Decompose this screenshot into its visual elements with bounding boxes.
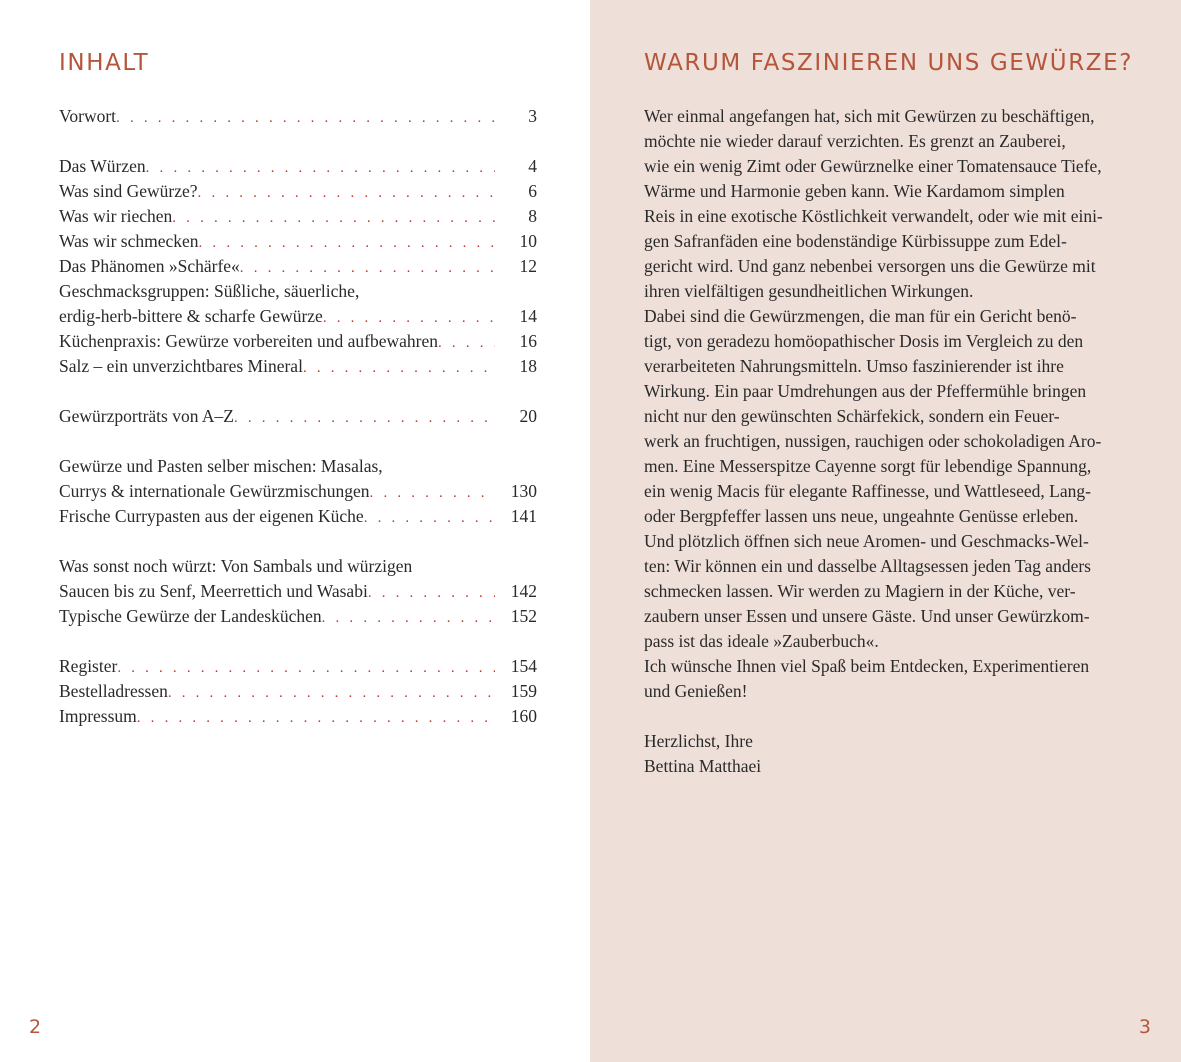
- toc-leader-dots: [172, 206, 495, 229]
- toc-line: [59, 304, 537, 329]
- toc-title: Bestelladressen: [59, 681, 168, 701]
- toc-leader-dots: [240, 256, 495, 279]
- toc-line: [59, 354, 537, 379]
- toc-title: Impressum: [59, 706, 137, 726]
- toc-entry: [59, 204, 537, 229]
- foreword-line: werk an fruchtigen, nussigen, rauchigen oder schokoladigen Aro-: [644, 431, 1102, 451]
- foreword-line: gericht wird. Und ganz nebenbei versorgen uns die Gewürze mit: [644, 256, 1096, 276]
- foreword-line: Reis in eine exotische Köstlichkeit verwandelt, oder wie mit eini-: [644, 206, 1103, 226]
- toc-leader-dots: [368, 581, 495, 604]
- toc-line: [59, 154, 537, 179]
- foreword-line: Dabei sind die Gewürzmengen, die man für ein Gericht benö-: [644, 306, 1077, 326]
- foreword-line: möchte nie wieder darauf verzichten. Es grenzt an Zauberei,: [644, 131, 1066, 151]
- toc-title-row: [59, 329, 495, 354]
- toc-leader-dots: [198, 181, 495, 204]
- toc-line: [59, 229, 537, 254]
- toc-title-row: [59, 604, 495, 629]
- toc-entry: [59, 104, 537, 129]
- foreword-paragraph: [644, 104, 1134, 304]
- foreword-paragraph: [644, 529, 1134, 654]
- toc-title-row: [59, 204, 495, 229]
- toc-title: Was wir schmecken: [59, 231, 199, 251]
- foreword-line: oder Bergpfeffer lassen uns neue, ungeahnte Genüsse erleben.: [644, 506, 1079, 526]
- toc-page-number: 4: [528, 156, 537, 176]
- toc-title: Vorwort: [59, 106, 117, 126]
- toc-entry: [59, 604, 537, 629]
- toc-entry: [59, 454, 537, 504]
- toc-leader-dots: [137, 706, 495, 729]
- toc-entry: [59, 654, 537, 679]
- toc-title: Typische Gewürze der Landesküchen: [59, 606, 322, 626]
- toc-line: [59, 179, 537, 204]
- toc-entry: [59, 504, 537, 529]
- toc-title-row: [59, 304, 495, 329]
- foreword-text: [644, 104, 1134, 779]
- toc-page-number: 14: [519, 306, 537, 326]
- toc-entry: [59, 254, 537, 279]
- toc-line: [59, 654, 537, 679]
- toc-title: Was sonst noch würzt: Von Sambals und würzigen: [59, 556, 413, 576]
- toc-title: Küchenpraxis: Gewürze vorbereiten und aufbewahren: [59, 331, 439, 351]
- foreword-line: pass ist das ideale »Zauberbuch«.: [644, 631, 879, 651]
- toc-title: Das Phänomen »Schärfe«: [59, 256, 240, 276]
- foreword-line: wie ein wenig Zimt oder Gewürznelke einer Tomatensauce Tiefe,: [644, 156, 1102, 176]
- toc-line: [59, 279, 537, 304]
- foreword-line: gen Safranfäden eine bodenständige Kürbissuppe zum Edel-: [644, 231, 1067, 251]
- toc-leader-dots: [146, 156, 495, 179]
- toc-leader-dots: [303, 356, 495, 379]
- toc-page-number: 10: [519, 231, 537, 251]
- toc-line: [59, 704, 537, 729]
- toc-entry: [59, 154, 537, 179]
- toc-entry: [59, 354, 537, 379]
- toc-title-row: [59, 354, 495, 379]
- toc-title: Salz – ein unverzichtbares Mineral: [59, 356, 303, 376]
- toc-entry: [59, 329, 537, 354]
- toc-page-number: 18: [519, 356, 537, 376]
- foreword-paragraph: [644, 654, 1134, 704]
- toc-leader-dots: [370, 481, 495, 504]
- foreword-line: Wer einmal angefangen hat, sich mit Gewürzen zu beschäftigen,: [644, 106, 1095, 126]
- toc-line: [59, 254, 537, 279]
- author-signature: Bettina Matthaei: [644, 756, 762, 776]
- toc-title: Register: [59, 656, 118, 676]
- foreword-paragraph: [644, 304, 1134, 529]
- toc-page-number: 159: [510, 681, 537, 701]
- foreword-line: Wärme und Harmonie geben kann. Wie Kardamom simplen: [644, 181, 1065, 201]
- toc-title: Frische Currypasten aus der eigenen Küche: [59, 506, 364, 526]
- foreword-line: ein wenig Macis für elegante Raffinesse, und Wattleseed, Lang-: [644, 481, 1091, 501]
- toc-line: [59, 204, 537, 229]
- toc-title: Gewürzporträts von A–Z: [59, 406, 234, 426]
- toc-page-number: 3: [528, 106, 537, 126]
- right-page: [590, 0, 1181, 1062]
- toc-line: [59, 329, 537, 354]
- toc-entry: [59, 279, 537, 329]
- toc-title-row: [59, 254, 495, 279]
- toc-title: Gewürze und Pasten selber mischen: Masalas,: [59, 456, 383, 476]
- toc-page-number: 154: [510, 656, 537, 676]
- toc-title-row: [59, 179, 495, 204]
- toc-line: [59, 479, 537, 504]
- toc-entry: [59, 679, 537, 704]
- foreword-line: ten: Wir können ein und dasselbe Alltagsessen jeden Tag anders: [644, 556, 1091, 576]
- toc-line: [59, 504, 537, 529]
- toc-title-row: [59, 404, 495, 429]
- foreword-line: Und plötzlich öffnen sich neue Aromen- und Geschmacks-Wel-: [644, 531, 1089, 551]
- toc-leader-dots: [116, 106, 495, 129]
- toc-page-number: 142: [510, 581, 537, 601]
- toc-entry: [59, 229, 537, 254]
- toc-group: [59, 154, 537, 379]
- toc-title: Das Würzen: [59, 156, 146, 176]
- foreword-line: zaubern unser Essen und unsere Gäste. Und unser Gewürzkom-: [644, 606, 1090, 626]
- toc-line: [59, 104, 537, 129]
- page-number-left: 2: [29, 1016, 42, 1038]
- left-page: [0, 0, 590, 1062]
- page-number-right: 3: [1138, 1016, 1151, 1038]
- toc-title-row: [59, 504, 495, 529]
- foreword-line: men. Eine Messerspitze Cayenne sorgt für lebendige Spannung,: [644, 456, 1092, 476]
- toc-page-number: 160: [510, 706, 537, 726]
- toc-entry: [59, 704, 537, 729]
- toc-leader-dots: [322, 606, 495, 629]
- toc-entry: [59, 179, 537, 204]
- foreword-line: und Genießen!: [644, 681, 748, 701]
- toc-page-number: 6: [528, 181, 537, 201]
- toc-line: [59, 579, 537, 604]
- toc-group: [59, 104, 537, 129]
- toc-page-number: 16: [519, 331, 537, 351]
- toc-page-number: 152: [510, 606, 537, 626]
- toc-line: [59, 679, 537, 704]
- toc-page-number: 12: [519, 256, 537, 276]
- toc-title-row: [59, 104, 495, 129]
- toc-title: erdig-herb-bittere & scharfe Gewürze: [59, 306, 323, 326]
- toc-title-row: [59, 654, 495, 679]
- foreword-line: Wirkung. Ein paar Umdrehungen aus der Pfeffermühle bringen: [644, 381, 1087, 401]
- toc-leader-dots: [199, 231, 495, 254]
- toc-title-row: [59, 579, 495, 604]
- toc-line: [59, 554, 537, 579]
- foreword-heading: WARUM FASZINIEREN UNS GEWÜRZE?: [644, 50, 1134, 76]
- toc-group: [59, 654, 537, 729]
- toc-line: [59, 404, 537, 429]
- foreword-line: nicht nur den gewünschten Schärfekick, sondern ein Feuer-: [644, 406, 1060, 426]
- toc-title: Currys & internationale Gewürzmischungen: [59, 481, 370, 501]
- toc-entry: [59, 404, 537, 429]
- toc-title-row: [59, 679, 495, 704]
- foreword-line: schmecken lassen. Wir werden zu Magiern in der Küche, ver-: [644, 581, 1076, 601]
- toc-group: [59, 404, 537, 429]
- toc-leader-dots: [117, 656, 495, 679]
- toc-title: Geschmacksgruppen: Süßliche, säuerliche,: [59, 281, 360, 301]
- spacer: [644, 704, 1134, 729]
- foreword-line: verarbeiteten Nahrungsmitteln. Umso faszinierender ist ihre: [644, 356, 1064, 376]
- toc-leader-dots: [168, 681, 495, 704]
- toc-leader-dots: [438, 331, 495, 354]
- toc-title: Saucen bis zu Senf, Meerrettich und Wasabi: [59, 581, 368, 601]
- toc-page-number: 141: [510, 506, 537, 526]
- toc-title-row: [59, 229, 495, 254]
- toc-group: [59, 554, 537, 629]
- toc-leader-dots: [364, 506, 495, 529]
- closing-line: Herzlichst, Ihre: [644, 731, 753, 751]
- table-of-contents: [59, 104, 537, 754]
- foreword-line: tigt, von geradezu homöopathischer Dosis im Vergleich zu den: [644, 331, 1084, 351]
- toc-page-number: 130: [510, 481, 537, 501]
- toc-title-row: [59, 479, 495, 504]
- toc-title-row: [59, 704, 495, 729]
- toc-leader-dots: [323, 306, 495, 329]
- foreword-line: ihren vielfältigen gesundheitlichen Wirkungen.: [644, 281, 974, 301]
- toc-title: Was wir riechen: [59, 206, 173, 226]
- toc-line: [59, 604, 537, 629]
- toc-page-number: 8: [528, 206, 537, 226]
- toc-title: Was sind Gewürze?: [59, 181, 198, 201]
- toc-group: [59, 454, 537, 529]
- foreword-line: Ich wünsche Ihnen viel Spaß beim Entdecken, Experimentieren: [644, 656, 1090, 676]
- toc-page-number: 20: [519, 406, 537, 426]
- toc-line: [59, 454, 537, 479]
- toc-title-row: [59, 154, 495, 179]
- toc-entry: [59, 554, 537, 604]
- contents-heading: INHALT: [59, 50, 150, 76]
- toc-leader-dots: [234, 406, 495, 429]
